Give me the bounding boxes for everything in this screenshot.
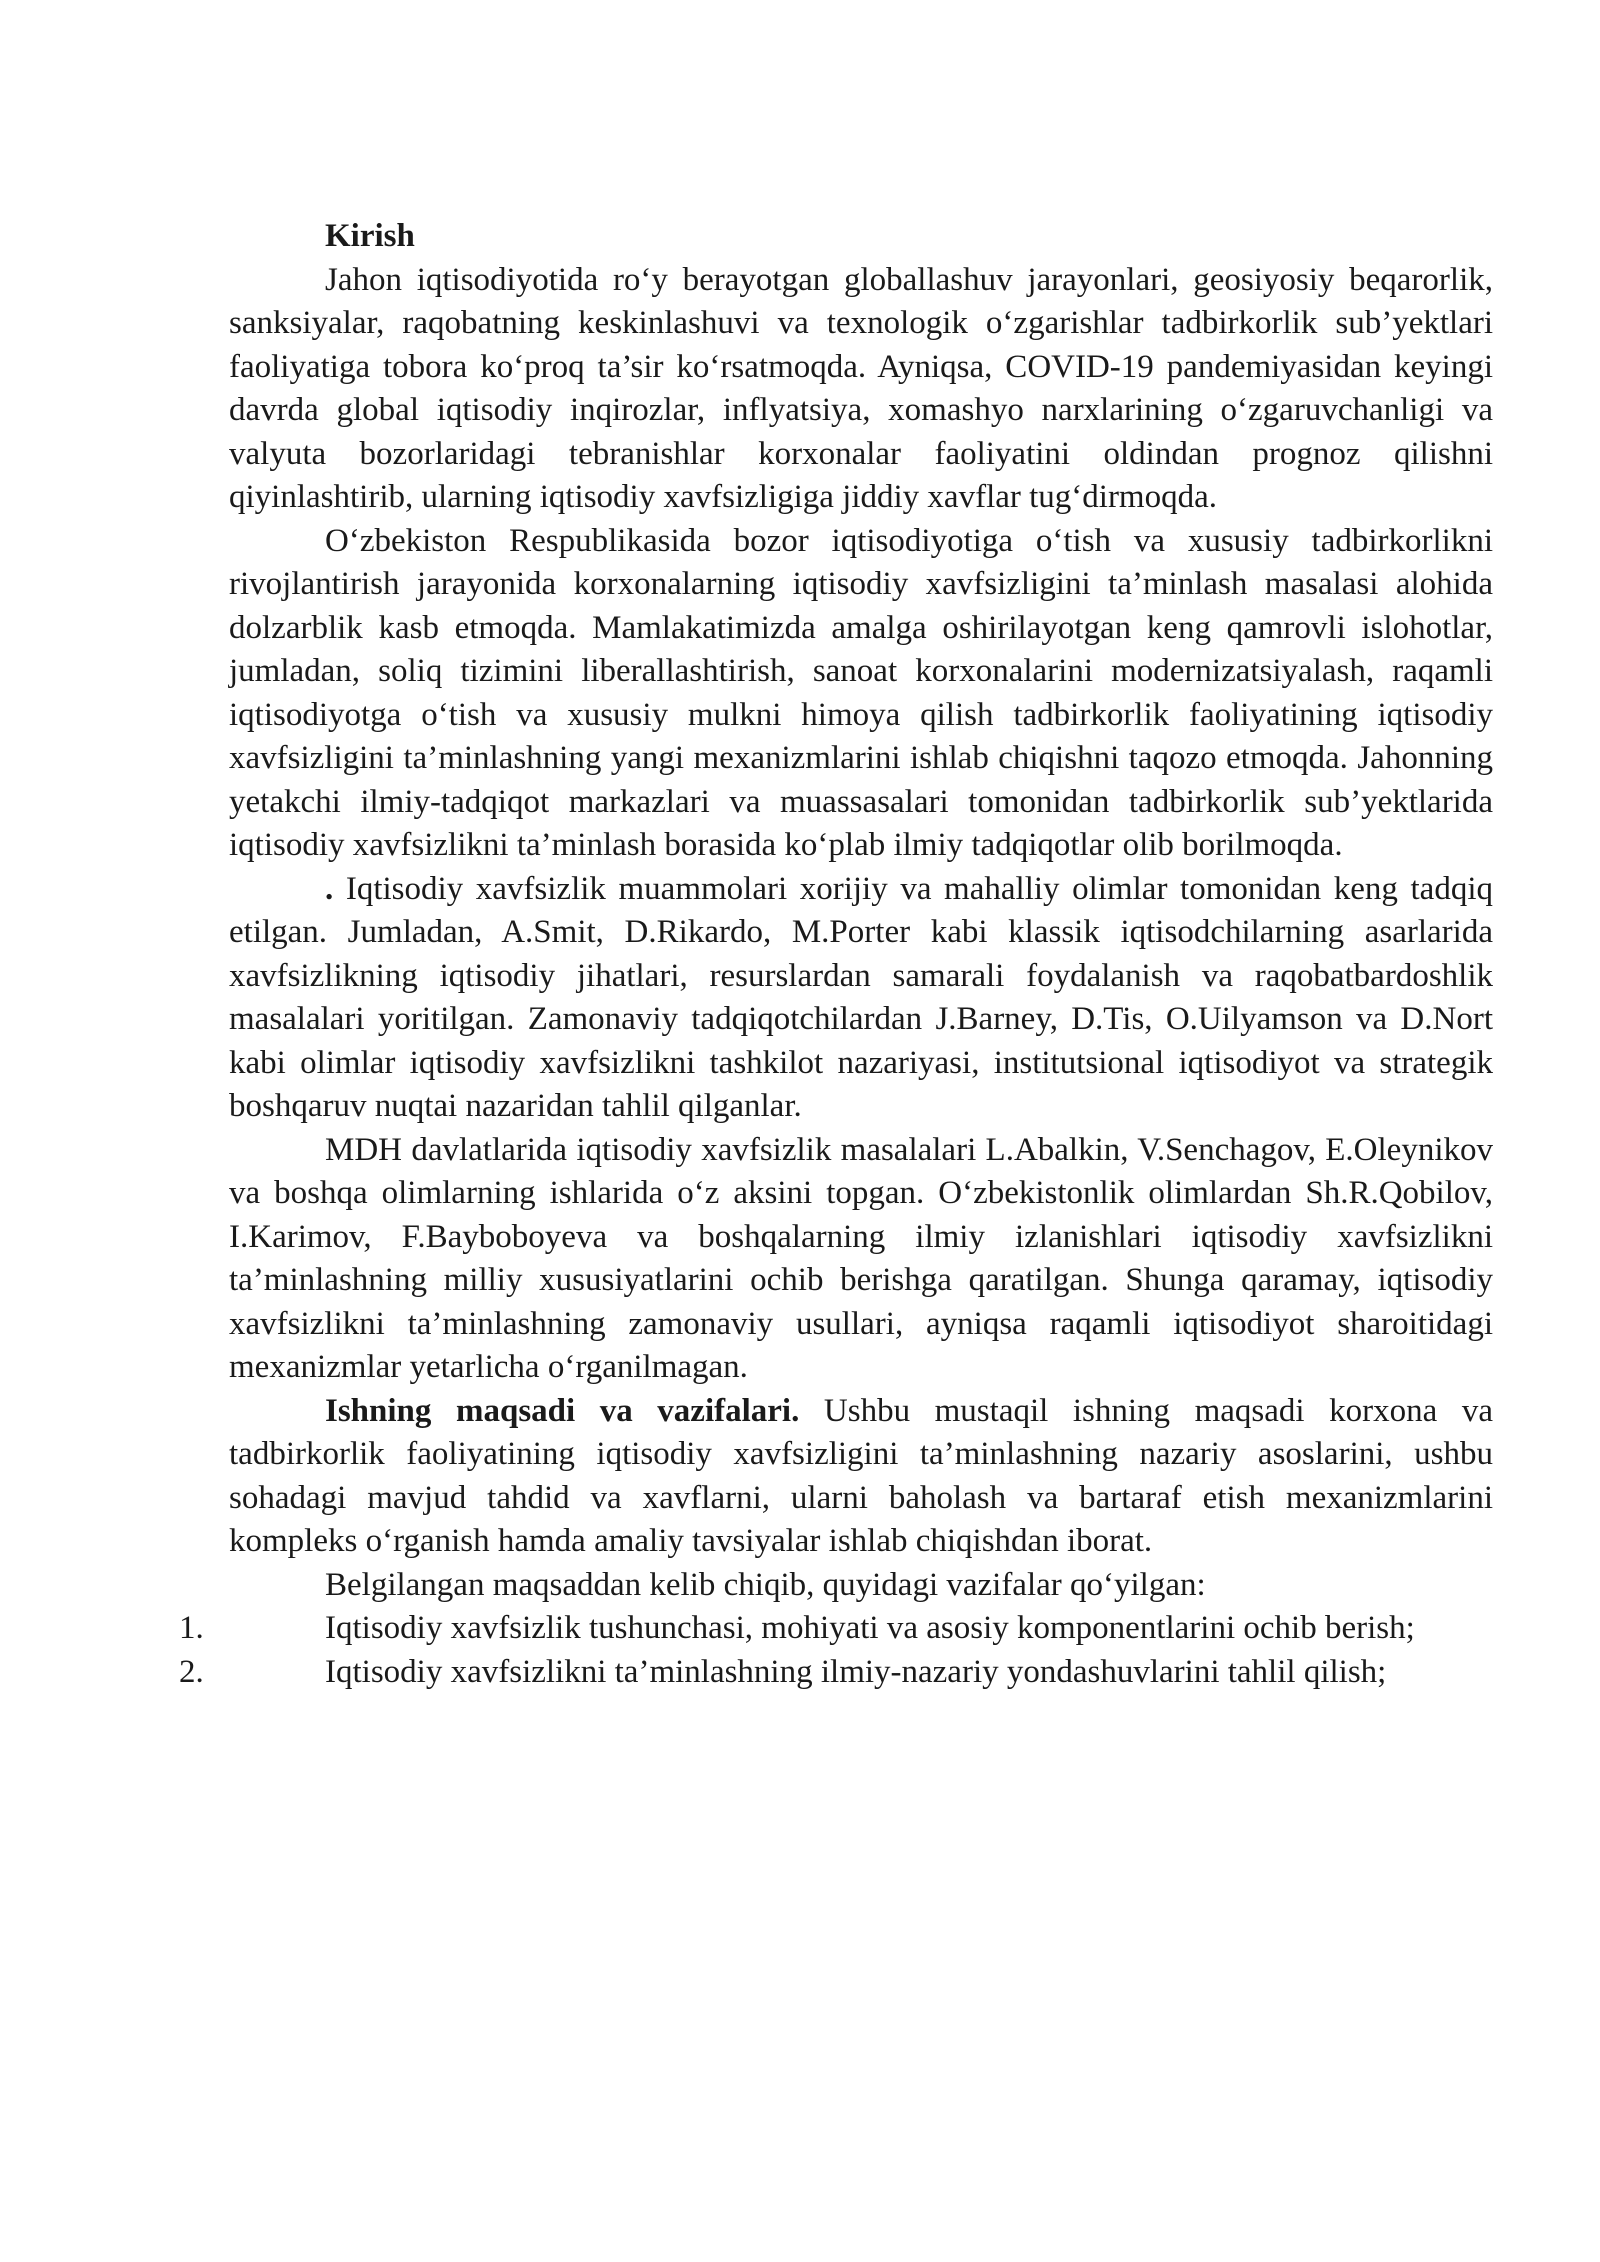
task-text: Iqtisodiy xavfsizlikni ta’minlashning ilmiy-nazariy yondashuvlarini tahlil qilish; <box>325 1653 1387 1690</box>
page-body <box>179 215 1493 1694</box>
section-heading: Kirish <box>325 218 415 254</box>
paragraph-lead-dot: . <box>325 870 334 907</box>
task-number: 1. <box>179 1610 204 1646</box>
paragraph-intro: Jahon iqtisodiyotida ro‘y berayotgan globallashuv jarayonlari, geosiyosiy beqarorlik, sanksiyalar, raqobatning keskinlashuvi va texnologik o‘zgarishlar tadbirkorlik sub’yektlari faoliyatiga tobora ko‘proq ta’sir ko‘rsatmoqda. Ayniqsa, COVID-19 pandemiyasidan keyingi davrda global iqtisodiy inqirozlar, inflyatsiya, xomashyo narxlarining o‘zgaruvchanligi va valyuta bozorlaridagi tebranishlar korxonalar faoliyatini oldindan prognoz qilishni qiyinlashtirib, ularning iqtisodiy xavfsizligiga jiddiy xavflar tug‘dirmoqda. <box>229 261 1493 515</box>
task-item <box>179 1651 1493 1695</box>
task-text: Iqtisodiy xavfsizlik tushunchasi, mohiyati va asosiy komponentlarini ochib berish; <box>325 1610 1415 1646</box>
goal-heading: Ishning maqsadi va vazifalari. <box>325 1392 800 1429</box>
task-item <box>179 1607 1493 1651</box>
paragraph-tasks-intro: Belgilangan maqsaddan kelib chiqib, quyidagi vazifalar qo‘yilgan: <box>325 1566 1206 1603</box>
paragraph-cis: MDH davlatlarida iqtisodiy xavfsizlik masalalari L.Abalkin, V.Senchagov, E.Oleynikov va boshqa olimlarning ishlarida o‘z aksini topgan. O‘zbekistonlik olimlardan Sh.R.Qobilov, I.Karimov, F.Bayboboyeva va boshqalarning ilmiy izlanishlari iqtisodiy xavfsizlikni ta’minlashning milliy xususiyatlarini ochib berishga qaratilgan. Shunga qaramay, iqtisodiy xavfsizlikni ta’minlashning zamonaviy usullari, ayniqsa raqamli iqtisodiyot sharoitidagi mexanizmlar yetarlicha o‘rganilmagan. <box>229 1131 1493 1385</box>
goal-text: Ushbu mustaqil ishning maqsadi korxona va tadbirkorlik faoliyatining iqtisodiy xavfsizligini ta’minlashning nazariy asoslarini, ushbu sohadagi mavjud tahdid va xavflarni, ularni baholash va bartaraf etish mexanizmlarini kompleks o‘rganish hamda amaliy tavsiyalar ishlab chiqishdan iborat. <box>229 1392 1493 1559</box>
task-number: 2. <box>179 1653 204 1690</box>
paragraph-goal <box>229 1390 1493 1564</box>
paragraph-literature <box>229 868 1493 1129</box>
paragraph-uzbekistan: O‘zbekiston Respublikasida bozor iqtisodiyotiga o‘tish va xususiy tadbirkorlikni rivojlantirish jarayonida korxonalarning iqtisodiy xavfsizligini ta’minlash masalasi alohida dolzarblik kasb etmoqda. Mamlakatimizda amalga oshirilayotgan keng qamrovli islohotlar, jumladan, soliq tizimini liberallashtirish, sanoat korxonalarini modernizatsiyalash, raqamli iqtisodiyotga o‘tish va xususiy mulkni himoya qilish tadbirkorlik faoliyatining iqtisodiy xavfsizligini ta’minlashning yangi mexanizmlarini ishlab chiqishni taqozo etmoqda. Jahonning yetakchi ilmiy-tadqiqot markazlari va muassasalari tomonidan tadbirkorlik sub’yektlarida iqtisodiy xavfsizlikni ta’minlash borasida ko‘plab ilmiy tadqiqotlar olib borilmoqda. <box>229 522 1493 863</box>
paragraph-literature-text: Iqtisodiy xavfsizlik muammolari xorijiy va mahalliy olimlar tomonidan keng tadqiq etilgan. Jumladan, A.Smit, D.Rikardo, M.Porter kabi klassik iqtisodchilarning asarlarida xavfsizlikning iqtisodiy jihatlari, resurslardan samarali foydalanish va raqobatbardoshlik masalalari yoritilgan. Zamonaviy tadqiqotchilardan J.Barney, D.Tis, O.Uilyamson va D.Nort kabi olimlar iqtisodiy xavfsizlikni tashkilot nazariyasi, institutsional iqtisodiyot va strategik boshqaruv nuqtai nazaridan tahlil qilganlar. <box>229 870 1493 1124</box>
